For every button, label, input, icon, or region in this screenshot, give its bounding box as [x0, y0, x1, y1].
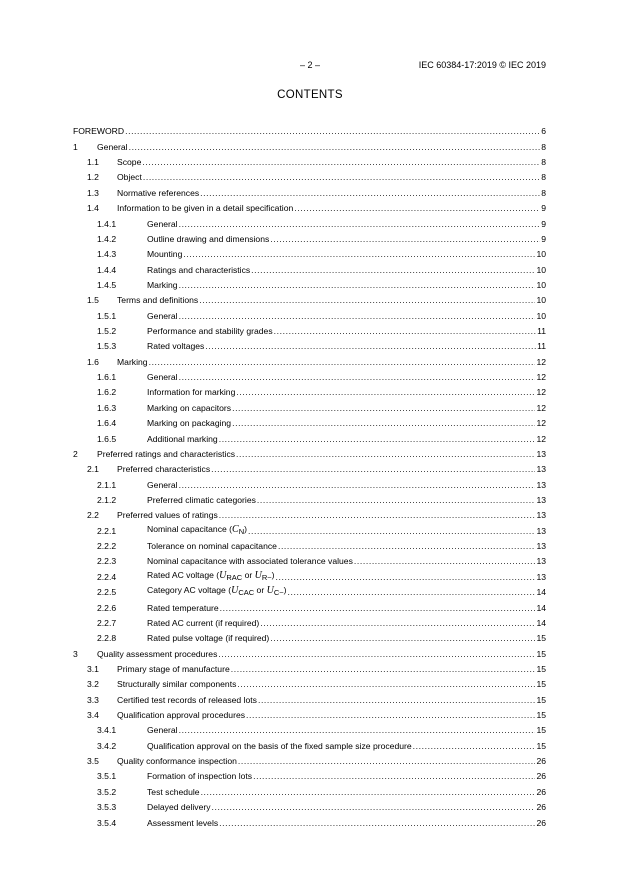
toc-entry-number: 1.3 — [87, 187, 99, 198]
toc-entry-title: FOREWORD — [73, 126, 125, 137]
toc-entry-page: 9 — [541, 233, 546, 244]
toc-entry-title: Delayed delivery — [147, 802, 211, 813]
toc-entry[interactable] — [73, 521, 546, 536]
toc-entry[interactable] — [73, 675, 546, 690]
dot-leader — [236, 449, 535, 460]
toc-entry[interactable] — [73, 706, 546, 721]
toc-entry-page: 13 — [536, 510, 546, 521]
dot-leader — [219, 510, 536, 521]
toc-entry-title: Information for marking — [147, 387, 236, 398]
toc-entry-number: 1.4.2 — [97, 233, 117, 244]
dot-leader — [278, 541, 535, 552]
toc-entry-number: 1.1 — [87, 157, 99, 168]
toc-entry-number: 1.6.4 — [97, 418, 117, 429]
toc-entry-page: 15 — [536, 648, 546, 659]
toc-entry-number: 1.6.1 — [97, 372, 117, 383]
toc-entry[interactable] — [73, 383, 546, 398]
dot-leader — [413, 741, 536, 752]
toc-entry-title: Tolerance on nominal capacitance — [147, 541, 277, 552]
toc-entry-page: 15 — [536, 633, 546, 644]
toc-entry-page: 13 — [536, 541, 546, 552]
toc-entry[interactable] — [73, 506, 546, 521]
toc-entry-number: 2.1.2 — [97, 494, 117, 505]
toc-entry[interactable] — [73, 721, 546, 736]
toc-entry-number: 3.5 — [87, 756, 99, 767]
toc-entry-number: 1.4.3 — [97, 249, 117, 260]
toc-entry-page: 10 — [536, 264, 546, 275]
table-of-contents — [73, 122, 546, 829]
toc-entry[interactable] — [73, 291, 546, 306]
toc-entry[interactable] — [73, 567, 546, 582]
toc-entry-title: Marking — [117, 356, 148, 367]
toc-entry-number: 2.1 — [87, 464, 99, 475]
toc-entry-number: 2.2.5 — [97, 587, 117, 598]
dot-leader — [183, 249, 535, 260]
toc-entry-number: 2.2.3 — [97, 556, 117, 567]
toc-entry-number: 3.1 — [87, 663, 99, 674]
toc-entry[interactable] — [73, 614, 546, 629]
toc-entry-page: 10 — [536, 310, 546, 321]
toc-entry[interactable] — [73, 491, 546, 506]
toc-entry-number: 2.2.1 — [97, 525, 117, 536]
toc-entry-page: 11 — [537, 341, 546, 352]
toc-entry[interactable] — [73, 475, 546, 490]
toc-entry-title: Quality assessment procedures — [97, 648, 218, 659]
dot-leader — [258, 695, 535, 706]
toc-entry-number: 1.5.2 — [97, 326, 117, 337]
toc-entry[interactable] — [73, 660, 546, 675]
dot-leader — [251, 265, 535, 276]
toc-entry-number: 2.2.2 — [97, 541, 117, 552]
toc-entry[interactable] — [73, 230, 546, 245]
toc-entry-title: Rated AC voltage (URAC or UR~) — [147, 569, 275, 582]
toc-entry[interactable] — [73, 260, 546, 275]
toc-entry-number: 3.4 — [87, 710, 99, 721]
toc-entry-page: 15 — [536, 663, 546, 674]
toc-entry[interactable] — [73, 813, 546, 828]
toc-entry-page: 9 — [541, 203, 546, 214]
toc-entry-page: 9 — [541, 218, 546, 229]
toc-entry[interactable] — [73, 690, 546, 705]
toc-entry[interactable] — [73, 552, 546, 567]
dot-leader — [287, 587, 535, 598]
toc-entry-title: Certified test records of released lots — [117, 694, 257, 705]
toc-entry-page: 26 — [536, 786, 546, 797]
toc-entry-title: General — [147, 218, 178, 229]
dot-leader — [211, 464, 535, 475]
toc-entry-title: General — [147, 310, 178, 321]
dot-leader — [231, 664, 536, 675]
dot-leader — [218, 649, 535, 660]
toc-entry[interactable] — [73, 153, 546, 168]
toc-entry[interactable] — [73, 137, 546, 152]
toc-entry-title: Scope — [117, 157, 142, 168]
toc-entry-number: 1.4 — [87, 203, 99, 214]
toc-entry-page: 14 — [536, 602, 546, 613]
dot-leader — [129, 142, 541, 153]
toc-entry-page: 13 — [536, 556, 546, 567]
toc-entry-page: 13 — [536, 525, 546, 536]
dot-leader — [232, 403, 535, 414]
dot-leader — [246, 710, 535, 721]
toc-entry[interactable] — [73, 122, 546, 137]
toc-entry-page: 10 — [536, 279, 546, 290]
toc-entry-page: 8 — [541, 187, 546, 198]
dot-leader — [257, 495, 536, 506]
toc-entry-number: 3.4.2 — [97, 740, 117, 751]
toc-entry-title: Terms and definitions — [117, 295, 199, 306]
toc-entry-title: Performance and stability grades — [147, 326, 273, 337]
standard-reference: IEC 60384-17:2019 © IEC 2019 — [418, 60, 546, 70]
toc-entry-title: Normative references — [117, 187, 200, 198]
toc-entry-page: 11 — [537, 326, 546, 337]
toc-entry-title: Ratings and characteristics — [147, 264, 251, 275]
toc-entry-number: 1.5.3 — [97, 341, 117, 352]
toc-entry-title: Rated pulse voltage (if required) — [147, 633, 270, 644]
toc-entry-page: 12 — [536, 387, 546, 398]
toc-entry-number: 3.4.1 — [97, 725, 117, 736]
toc-entry[interactable] — [73, 752, 546, 767]
dot-leader — [253, 771, 535, 782]
toc-entry-page: 12 — [536, 372, 546, 383]
toc-entry[interactable] — [73, 583, 546, 598]
toc-entry-page: 12 — [536, 433, 546, 444]
toc-entry-title: Primary stage of manufacture — [117, 663, 230, 674]
toc-entry[interactable] — [73, 644, 546, 659]
toc-entry-title: Preferred values of ratings — [117, 510, 218, 521]
contents-title: CONTENTS — [277, 89, 343, 101]
dot-leader — [125, 126, 540, 137]
toc-entry-title: Qualification approval procedures — [117, 710, 246, 721]
toc-entry-page: 8 — [541, 141, 546, 152]
toc-entry-page: 14 — [536, 587, 546, 598]
toc-entry[interactable] — [73, 537, 546, 552]
toc-entry-title: Formation of inspection lots — [147, 771, 253, 782]
toc-entry-number: 3.5.1 — [97, 771, 117, 782]
toc-entry[interactable] — [73, 429, 546, 444]
toc-entry-number: 3.2 — [87, 679, 99, 690]
dot-leader — [205, 341, 536, 352]
toc-entry[interactable] — [73, 445, 546, 460]
toc-entry-page: 15 — [536, 694, 546, 705]
toc-entry[interactable] — [73, 276, 546, 291]
toc-entry-page: 13 — [536, 494, 546, 505]
toc-entry-number: 3 — [73, 648, 78, 659]
toc-entry-number: 2.2.6 — [97, 602, 117, 613]
toc-entry-number: 2.2.4 — [97, 571, 117, 582]
toc-entry[interactable] — [73, 629, 546, 644]
toc-entry-number: 2.2.8 — [97, 633, 117, 644]
toc-entry-title: Preferred ratings and characteristics — [97, 448, 236, 459]
dot-leader — [270, 633, 535, 644]
dot-leader — [179, 480, 536, 491]
toc-entry-number: 1 — [73, 141, 78, 152]
toc-entry-title: Category AC voltage (UCAC or UC~) — [147, 585, 287, 598]
toc-entry-number: 3.5.3 — [97, 802, 117, 813]
dot-leader — [143, 172, 540, 183]
dot-leader — [200, 188, 540, 199]
toc-entry-title: Marking on packaging — [147, 418, 232, 429]
dot-leader — [260, 618, 535, 629]
toc-entry-number: 1.6 — [87, 356, 99, 367]
dot-leader — [294, 203, 540, 214]
toc-entry-page: 12 — [536, 402, 546, 413]
toc-entry-title: Rated temperature — [147, 602, 219, 613]
toc-entry-page: 8 — [541, 157, 546, 168]
toc-entry-number: 2.2 — [87, 510, 99, 521]
dot-leader — [237, 679, 535, 690]
dot-leader — [199, 295, 535, 306]
toc-entry[interactable] — [73, 767, 546, 782]
toc-entry-number: 1.4.4 — [97, 264, 117, 275]
toc-entry-page: 6 — [541, 126, 546, 137]
toc-entry[interactable] — [73, 798, 546, 813]
toc-entry-title: General — [147, 372, 178, 383]
toc-entry-title: Object — [117, 172, 142, 183]
toc-entry-title: Additional marking — [147, 433, 218, 444]
toc-entry-title: General — [147, 479, 178, 490]
toc-entry-page: 14 — [536, 617, 546, 628]
toc-entry[interactable] — [73, 414, 546, 429]
toc-entry[interactable] — [73, 460, 546, 475]
toc-entry-page: 26 — [536, 756, 546, 767]
toc-entry-title: Quality conformance inspection — [117, 756, 237, 767]
toc-entry-page: 10 — [536, 295, 546, 306]
dot-leader — [201, 787, 536, 798]
dot-leader — [220, 603, 536, 614]
toc-entry-title: Structurally similar components — [117, 679, 237, 690]
toc-entry[interactable] — [73, 306, 546, 321]
toc-entry[interactable] — [73, 352, 546, 367]
dot-leader — [232, 418, 535, 429]
toc-entry-page: 12 — [536, 356, 546, 367]
dot-leader — [354, 556, 536, 567]
dot-leader — [276, 572, 536, 583]
dot-leader — [219, 818, 535, 829]
toc-entry[interactable] — [73, 168, 546, 183]
toc-entry-page: 12 — [536, 418, 546, 429]
toc-entry-title: General — [147, 725, 178, 736]
toc-entry-number: 3.5.4 — [97, 817, 117, 828]
toc-entry-number: 1.6.2 — [97, 387, 117, 398]
toc-entry-title: Preferred characteristics — [117, 464, 211, 475]
toc-entry-page: 26 — [536, 817, 546, 828]
page-number: – 2 – — [299, 60, 321, 70]
toc-entry-title: Preferred climatic categories — [147, 494, 256, 505]
dot-leader — [149, 357, 536, 368]
dot-leader — [219, 434, 536, 445]
dot-leader — [179, 725, 536, 736]
dot-leader — [274, 326, 536, 337]
toc-entry-title: Rated voltages — [147, 341, 205, 352]
toc-entry[interactable] — [73, 322, 546, 337]
dot-leader — [142, 157, 540, 168]
toc-entry-title: Nominal capacitance with associated tolerance values — [147, 556, 353, 567]
toc-entry-page: 15 — [536, 679, 546, 690]
toc-entry-number: 2 — [73, 448, 78, 459]
toc-entry-number: 2.1.1 — [97, 479, 117, 490]
dot-leader — [212, 802, 536, 813]
dot-leader — [179, 372, 536, 383]
dot-leader — [179, 219, 541, 230]
toc-entry[interactable] — [73, 214, 546, 229]
toc-entry-number: 3.5.2 — [97, 786, 117, 797]
toc-entry-title: Qualification approval on the basis of the fixed sample size procedure — [147, 740, 412, 751]
toc-entry-title: Assessment levels — [147, 817, 219, 828]
toc-entry[interactable] — [73, 183, 546, 198]
toc-entry-number: 3.3 — [87, 694, 99, 705]
toc-entry-page: 26 — [536, 802, 546, 813]
toc-entry-page: 13 — [536, 571, 546, 582]
toc-entry[interactable] — [73, 337, 546, 352]
dot-leader — [238, 756, 536, 767]
dot-leader — [248, 526, 535, 537]
toc-entry[interactable] — [73, 368, 546, 383]
toc-entry-title: General — [97, 141, 128, 152]
toc-entry-number: 1.4.1 — [97, 218, 117, 229]
toc-entry[interactable] — [73, 736, 546, 751]
dot-leader — [236, 387, 535, 398]
toc-entry[interactable] — [73, 782, 546, 797]
toc-entry-page: 13 — [536, 448, 546, 459]
toc-entry-number: 1.2 — [87, 172, 99, 183]
toc-entry-page: 15 — [536, 740, 546, 751]
toc-entry-title: Marking — [147, 279, 178, 290]
toc-entry-page: 13 — [536, 464, 546, 475]
toc-entry[interactable] — [73, 398, 546, 413]
toc-entry-title: Marking on capacitors — [147, 402, 232, 413]
toc-entry-number: 1.4.5 — [97, 279, 117, 290]
toc-entry-number: 1.6.5 — [97, 433, 117, 444]
toc-entry-page: 8 — [541, 172, 546, 183]
toc-entry-number: 1.5.1 — [97, 310, 117, 321]
dot-leader — [179, 311, 536, 322]
toc-entry-title: Nominal capacitance (CN) — [147, 523, 247, 536]
toc-entry-title: Information to be given in a detail specification — [117, 203, 294, 214]
toc-entry[interactable] — [73, 199, 546, 214]
dot-leader — [179, 280, 536, 291]
toc-entry[interactable] — [73, 598, 546, 613]
toc-entry-page: 15 — [536, 710, 546, 721]
toc-entry-page: 26 — [536, 771, 546, 782]
toc-entry-page: 13 — [536, 479, 546, 490]
toc-entry[interactable] — [73, 245, 546, 260]
dot-leader — [270, 234, 540, 245]
toc-entry-title: Rated AC current (if required) — [147, 617, 260, 628]
toc-entry-number: 1.6.3 — [97, 402, 117, 413]
toc-entry-title: Test schedule — [147, 786, 200, 797]
toc-entry-title: Outline drawing and dimensions — [147, 233, 270, 244]
toc-entry-page: 15 — [536, 725, 546, 736]
toc-entry-page: 10 — [536, 249, 546, 260]
toc-entry-number: 2.2.7 — [97, 617, 117, 628]
toc-entry-number: 1.5 — [87, 295, 99, 306]
toc-entry-title: Mounting — [147, 249, 183, 260]
